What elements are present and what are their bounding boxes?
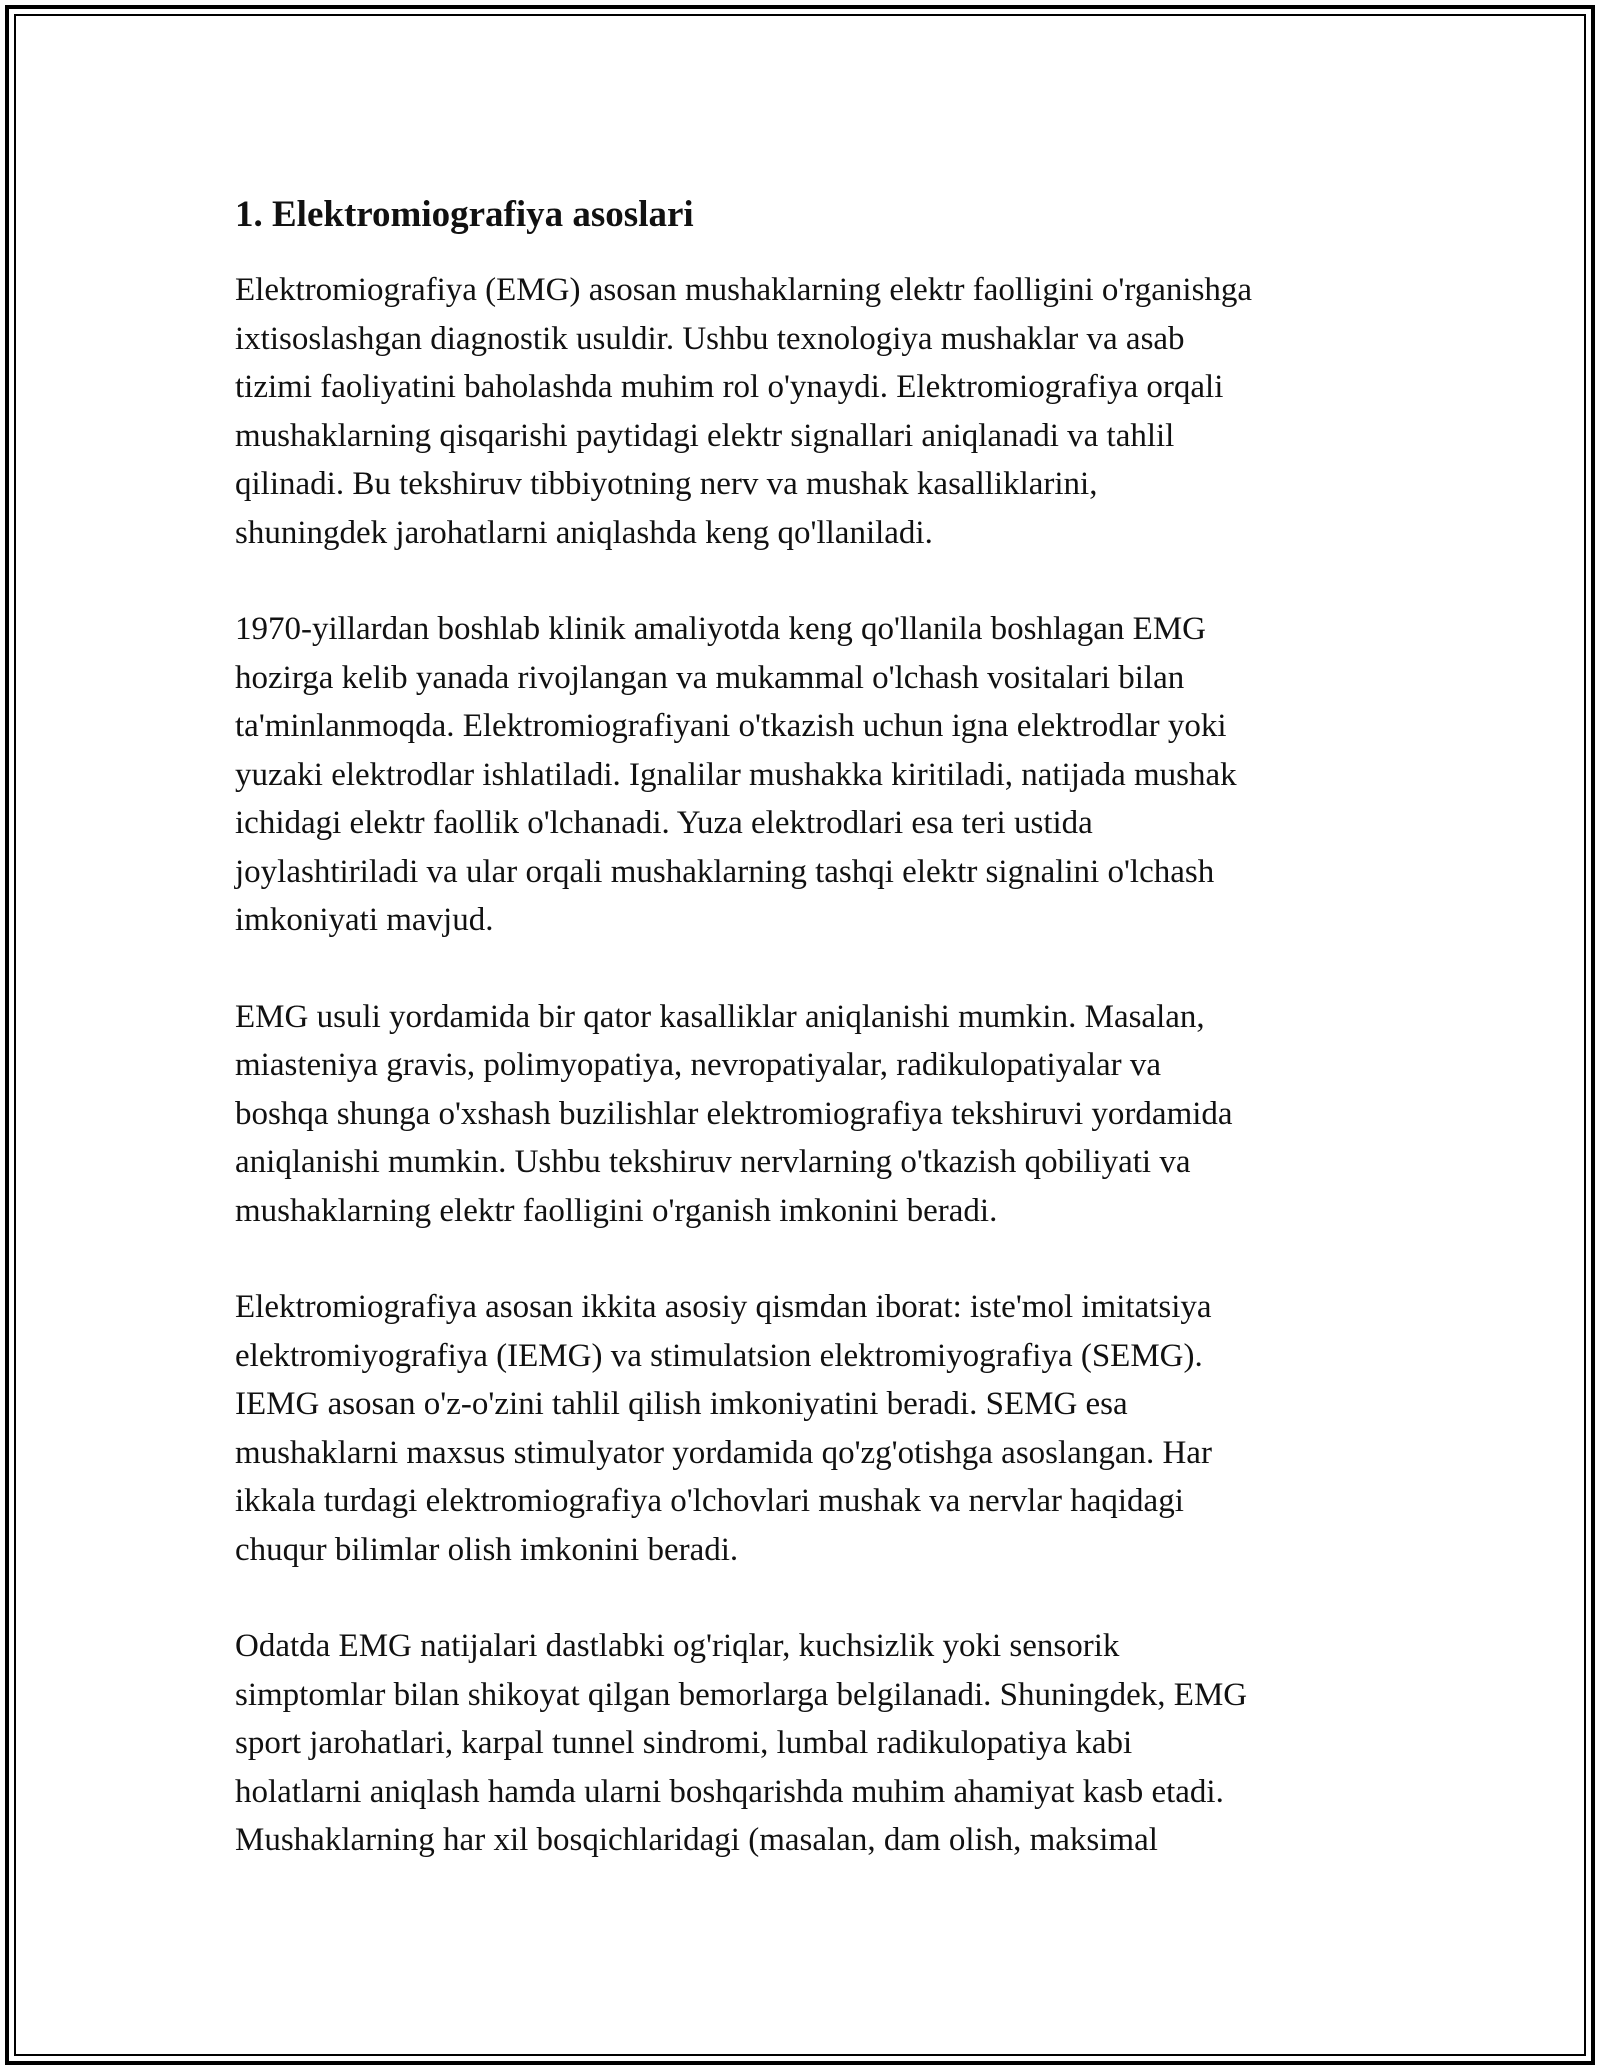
paragraph-5: Odatda EMG natijalari dastlabki og'riqlar, kuchsizlik yoki sensorik simptomlar bilan shikoyat qilgan bemorlarga belgilanadi. Shuningdek, EMG sport jarohatlari, karpal tunnel sindromi, lumbal radikulopatiya kabi holatlarni aniqlash hamda ularni boshqarishda muhim ahamiyat kasb etadi. Mushaklarning har xil bosqichlaridagi (masalan, dam olish, maksimal (235, 1628, 1248, 1858)
paragraph-4: Elektromiografiya asosan ikkita asosiy qismdan iborat: iste'mol imitatsiya elektromiyografiya (IEMG) va stimulatsion elektromiyografiya (SEMG). IEMG asosan o'z-o'zini tahlil qilish imkoniyatini beradi. SEMG esa mushaklarni maxsus stimulyator yordamida qo'zg'otishga asoslangan. Har ikkala turdagi elektromiografiya o'lchovlari mushak va nervlar haqidagi chuqur bilimlar olish imkonini beradi. (235, 1289, 1212, 1568)
section-heading: 1. Elektromiografiya asoslari (235, 194, 694, 235)
paragraph-3: EMG usuli yordamida bir qator kasalliklar aniqlanishi mumkin. Masalan, miasteniya gravis, polimyopatiya, nevropatiyalar, radikulopatiyalar va boshqa shunga o'xshash buzilishlar elektromiografiya tekshiruvi yordamida aniqlanishi mumkin. Ushbu tekshiruv nervlarning o'tkazish qobiliyati va mushaklarning elektr faolligini o'rganish imkonini beradi. (235, 998, 1233, 1229)
paragraph-1: Elektromiografiya (EMG) asosan mushaklarning elektr faolligini o'rganishga ixtisoslashgan diagnostik usuldir. Ushbu texnologiya mushaklar va asab tizimi faoliyatini baholashda muhim rol o'ynaydi. Elektromiografiya orqali mushaklarning qisqarishi paytidagi elektr signallari aniqlanadi va tahlil qilinadi. Bu tekshiruv tibbiyotning nerv va mushak kasalliklarini, shuningdek jarohatlarni aniqlashda keng qo'llaniladi. (235, 272, 1253, 551)
paragraph-2: 1970-yillardan boshlab klinik amaliyotda keng qo'llanila boshlagan EMG hozirga kelib yanada rivojlangan va mukammal o'lchash vositalari bilan ta'minlanmoqda. Elektromiografiyani o'tkazish uchun igna elektrodlar yoki yuzaki elektrodlar ishlatiladi. Ignalilar mushakka kiritiladi, natijada mushak ichidagi elektr faollik o'lchanadi. Yuza elektrodlari esa teri ustida joylashtiriladi va ular orqali mushaklarning tashqi elektr signalini o'lchash imkoniyati mavjud. (235, 611, 1237, 938)
document-body (235, 190, 1385, 1913)
